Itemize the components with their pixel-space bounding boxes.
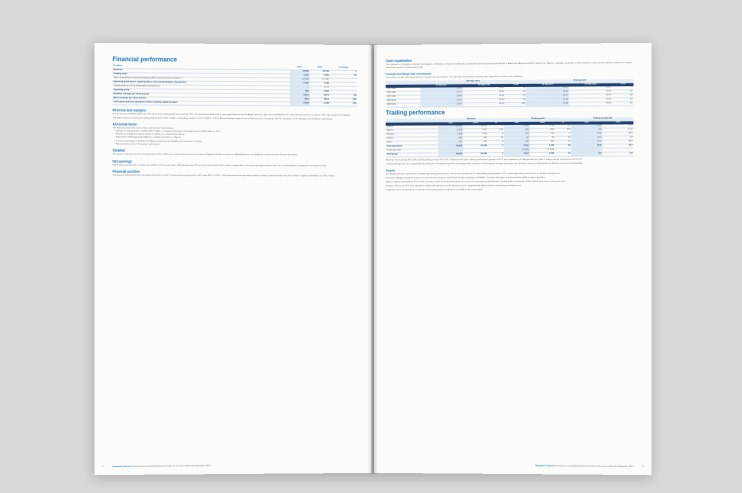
group-label: Trading margin (%) <box>571 117 633 121</box>
cell: 941 <box>289 90 309 94</box>
table-header-cell: % ch <box>612 83 633 87</box>
cell: 18.5 <box>602 124 633 128</box>
row-label: Ethiopia <box>386 133 439 137</box>
cell: (3) <box>612 90 633 94</box>
cell: (2) <box>505 98 526 102</box>
footer-text: Summarised consolidated financial results for the year ended 30 September 2017 <box>131 465 211 468</box>
row-label: Capital profit on sale and breakdown of properties <box>113 85 290 90</box>
cell: 18 329 <box>463 153 488 157</box>
book-spine <box>368 44 378 474</box>
table-row <box>113 101 358 106</box>
cell: 23.19 <box>420 103 462 107</box>
cell: (1 148) <box>310 78 330 82</box>
paragraph: Group revenue of R18.8 billion was 3% above prior trading profit increased by 13%. The group benefited from a strong performance by the Angola division, improved profitability in the retail division and the resolution of the operating loss in Nigeria. <box>112 112 351 117</box>
row-label: GBP:ZAR <box>386 95 421 99</box>
cell: 12.00 <box>569 98 612 102</box>
paragraph: The remittance of foreign exchange from Angola and Nigeria remained challenging. During the year the group repatriated R1.3 billion from Angola and R0.4 billion from Nigeria. Liquidity constraints in both markets remain and the group continues to explore alternative means of repatriating funds. <box>385 62 632 70</box>
row-label: Angola <box>386 125 439 129</box>
row-label: Other <box>386 141 439 145</box>
cell: 253.5 <box>310 98 330 102</box>
cell: 36 <box>555 144 571 148</box>
cell: 18 822 <box>439 153 464 157</box>
cell: 3 <box>330 70 357 74</box>
cell: (1 993) <box>504 149 529 153</box>
cell: 3.6 <box>571 128 602 132</box>
paragraph: Revenue increased by 3%, while trading profit grew by 13% to R1.2 billion for the year. Strong performance growth of 27% was reported in the Angola division, with a trading margin improvement to 22.0%. <box>385 158 583 162</box>
table-header-cell: 30 Sep 2017 <box>420 84 462 88</box>
cell: (3) <box>330 94 357 98</box>
cell: 12.00 <box>463 99 506 103</box>
cell: 2 244 <box>310 102 330 106</box>
table-header-cell: 30 Sep 2016 <box>569 83 612 87</box>
cell: 1 035 <box>530 152 555 156</box>
cell: 2 006 <box>289 102 309 106</box>
row-label: Cash generated from operations before working capital changes <box>113 101 290 106</box>
cell: 16.47 <box>463 91 506 95</box>
page-title: Financial performance <box>112 57 177 64</box>
cell: 4 626 <box>439 129 464 133</box>
table-header-cell: % ch <box>505 83 526 87</box>
cell: 16.8 <box>571 144 602 148</box>
cell: 56.4 <box>289 98 309 102</box>
cell: 840 <box>439 137 464 141</box>
row-label: Basic earnings per share (cents) <box>113 97 290 102</box>
paragraph: The following abnormal items influenced the 2017 performance: <box>112 127 175 130</box>
table-header-cell: 30 Sep 2017 <box>526 83 569 87</box>
paragraph: Corporate costs increased as a result of restructuring and once-off items recorded in the current year. <box>385 189 484 192</box>
cell: 14.76 <box>420 91 462 95</box>
left-page-content <box>113 57 358 457</box>
group-label: Closing rates <box>526 79 633 83</box>
cell: 33 <box>555 140 571 144</box>
row-label: Nigeria <box>386 129 439 133</box>
group-label: Average rates <box>420 80 526 84</box>
table-header-cell: 30 Sep 2016 <box>463 84 506 88</box>
abnormal-items-list <box>113 131 358 148</box>
cell: 17.97 <box>569 94 612 98</box>
table-header-cell: 2016 <box>530 121 555 125</box>
section-heading-financial-position: Financial position <box>112 170 140 175</box>
cell: 9.8 <box>602 136 633 140</box>
table-header-cell: R’million <box>113 65 290 70</box>
cell: 3 <box>488 145 504 149</box>
row-label: EUR:ZAR <box>386 91 421 95</box>
cell: 18.17 <box>526 94 569 98</box>
cell: 18.8 <box>571 132 602 136</box>
cell: 2 909 <box>310 90 330 94</box>
cell: 15.53 <box>569 90 612 94</box>
cell: 20.91 <box>463 95 506 99</box>
cell: 2 325 <box>530 144 555 148</box>
table-header-cell: % change <box>330 67 357 71</box>
page-footer <box>113 464 358 468</box>
cell: 45 <box>555 136 571 140</box>
right-page-content <box>386 57 634 457</box>
cell: 18.9 <box>602 140 633 144</box>
cell: (11) <box>488 129 504 133</box>
cell: 776 <box>463 141 488 145</box>
page-number: 3 <box>642 466 644 469</box>
row-label: Corporate costs <box>386 149 439 153</box>
cell: 5 187 <box>463 129 488 133</box>
cell: 10 <box>505 90 526 94</box>
page-footer <box>386 464 634 468</box>
row-label: Trading profit <box>113 73 290 78</box>
paragraph: The Angola division reported an exceptionally strong performance, with revenue growth of 7% and trading profit growth of 27%, driven by pricing and a focus on margin management. <box>385 172 561 176</box>
list-item: • Impairment of Amalgamated Nigeria's trading operations in Nigeria. <box>115 137 358 141</box>
section-heading-taxation: Taxation <box>112 148 126 153</box>
cell: 58 <box>530 136 555 140</box>
row-label: Headline earnings per share (cents) <box>113 93 290 98</box>
list-item: • Currency shortages in Angola and Nigeria impacting the liquidity and movement of funds. <box>115 140 358 144</box>
list-item: • Foreign exchange gains in 2016 of R1.5 billion, compared to foreign exchange losses of R91 million in 2017. <box>115 131 358 135</box>
cell: 1 168 <box>439 133 464 137</box>
table-row <box>386 152 634 157</box>
paragraph: The group's effective tax rate increased from 32% to 38% as a result of the tax losses incurred in Nigeria and the increase in withholding taxes on dividends repatriated from foreign operations. <box>112 153 299 157</box>
cell: 13 <box>330 74 357 78</box>
cell: 3 <box>488 153 504 157</box>
cell: 372 <box>555 128 571 132</box>
cell: 13.57 <box>526 87 569 91</box>
cell: 10 613 <box>463 125 488 129</box>
trading-performance-table <box>386 117 634 157</box>
cell: 18 822 <box>439 145 464 149</box>
cell: (1) <box>612 94 633 98</box>
cell: 0 <box>488 133 504 137</box>
cell: 166 <box>504 128 529 132</box>
cell: 1 167 <box>289 74 309 78</box>
row-label: Total group <box>386 153 439 157</box>
cell: 2 <box>555 132 571 136</box>
left-page <box>94 43 372 475</box>
cell: 19 <box>505 94 526 98</box>
page-number: 2 <box>102 466 104 469</box>
cell: 1 163 <box>463 133 488 137</box>
cell: 13.85 <box>569 86 612 90</box>
cell: 7 <box>488 125 504 129</box>
cell: 13.36 <box>420 87 462 91</box>
cell: — <box>289 86 309 90</box>
cell: (2) <box>612 98 633 102</box>
cell: 1 167 <box>289 82 309 86</box>
right-page <box>374 43 652 475</box>
section-heading-fx: Foreign exchange rate movements <box>385 71 432 77</box>
section-heading-angola: Angola <box>385 168 396 173</box>
section-heading-revenue: Revenue and margins <box>112 107 146 112</box>
footer-text: Summarised consolidated financial results for the year ended 30 September 2017 <box>553 465 634 468</box>
cell: 18 822 <box>289 70 309 74</box>
cell: 1 035 <box>310 74 330 78</box>
cell: 10.0 <box>571 136 602 140</box>
paragraph: Trading profit growth was negatively affected by the strengthening of the rand against the currencies of the group's foreign operations. In constant currency, trading profit would have increased substantially. <box>385 162 583 166</box>
section-heading-abnormal: Abnormal items <box>112 122 137 127</box>
cell: 22.0 <box>571 125 602 129</box>
cell: 23.09 <box>569 102 612 106</box>
cell: 12.22 <box>526 98 569 102</box>
cell: 12.7 <box>602 144 633 148</box>
cell: (61) <box>530 128 555 132</box>
cell: 1 966 <box>530 125 555 129</box>
paragraph: The Nigeria division improved trading profit by 42% to R1.1 billion and trading margin to 18.0% (2016: 13.3%). Ahead trading margins were achieved across the group, with the exception of the Ethiopia and Zimbabwe operations. <box>112 116 333 121</box>
table-header-cell: 2016 <box>463 122 488 126</box>
group-label: Trading profit <box>504 118 571 122</box>
footer-company: Hampton Limited <box>535 465 554 468</box>
paragraph: Nigeria volumes declined by 11% as the economy continued to be affected by the recession and currency devaluation. Trading profit recovered to R166 million from a loss in the prior year. <box>385 181 566 184</box>
table-header-cell: % <box>555 121 571 125</box>
group-label: Revenue <box>439 118 505 122</box>
table-header-cell: 2016 <box>310 67 330 71</box>
cell: 11 351 <box>439 125 464 129</box>
section-heading-cash: Cash repatriation <box>385 58 412 63</box>
row-label: Ghana <box>386 137 439 141</box>
table-row <box>386 102 634 107</box>
section-heading-earnings: Net earnings <box>112 159 132 164</box>
row-label: Total operations <box>386 145 439 149</box>
cell: 147 <box>530 140 555 144</box>
table-header-cell: 2017 <box>504 121 529 125</box>
cell: 12.22 <box>420 99 462 103</box>
section-title-trading: Trading performance <box>385 110 445 117</box>
cell: 590 <box>463 137 488 141</box>
cell: 42 <box>488 137 504 141</box>
row-label: ZAR:AOA <box>386 99 421 103</box>
cell: 18 329 <box>463 145 488 149</box>
paragraph: Demand in Angola remained under pressure from low oil prices and limited foreign exchange availability. Currency shortages constrained the ability to import products. <box>385 177 546 180</box>
cell: (42) <box>505 102 526 106</box>
cell: 11 <box>505 87 526 91</box>
row-label: Operating profit before capital profit on sale and breakdown of properties <box>113 81 290 86</box>
table-header-cell: % <box>488 122 504 126</box>
cell: 837 <box>439 141 464 145</box>
table-header-cell: 2017 <box>571 121 602 125</box>
cell: (11) <box>330 102 357 106</box>
paragraph: Ethiopia, Ghana and the other operations delivered improved results during the year, supported by higher volumes and improved efficiencies. <box>385 185 522 188</box>
cell: 16.29 <box>463 103 506 107</box>
cell: 133.8 <box>289 94 309 98</box>
cell: 25.06 <box>526 102 569 106</box>
row-label: Operating profit <box>113 89 290 94</box>
cell: 137.6 <box>310 94 330 98</box>
cell: 215 <box>530 132 555 136</box>
table-header-cell: 2017 <box>289 66 309 70</box>
cell: 2 495 <box>504 125 529 129</box>
footer-company: Hampton Limited <box>112 465 131 468</box>
row-label: USD:ZAR <box>386 88 421 92</box>
cell: 2 <box>612 86 633 90</box>
table-header-cell: 2016 <box>602 121 633 125</box>
cell: 84 <box>504 136 529 140</box>
cell: 1 167 <box>504 153 529 157</box>
cell: 23.4 <box>571 140 602 144</box>
row-label: Share of profit from associate (trading profit of associate business/other) <box>113 77 290 82</box>
row-label: ZAR:NGN <box>386 103 421 107</box>
cell: (1 054) <box>289 78 309 82</box>
cell: 1 874 <box>310 86 330 90</box>
list-item: • Restructuring costs in the group's operations. <box>115 143 358 147</box>
cell: 13 <box>555 152 571 156</box>
fx-rates-table <box>386 79 634 108</box>
row-label: Revenue <box>113 69 290 74</box>
cell: 16.89 <box>420 95 462 99</box>
cell: 14.97 <box>463 87 506 91</box>
cell: 219 <box>504 132 529 136</box>
cell: 5.6 <box>602 152 633 156</box>
cell: 8 <box>488 141 504 145</box>
cell: 18 329 <box>310 70 330 74</box>
paragraph: The group's results were impacted by exchange rate movements. The average and closing exchange rates against the rand are set out below: <box>385 75 523 79</box>
cell: 196 <box>504 140 529 144</box>
paragraph: HEPS decreased by 3% to 133.8 cents (2016: 137.6 cents). Basic EPS declined by 78% to 56.4 cents (2016: 253.5 cents), largely due to the once-off capital profit on the sale and breakdown of properties recorded in 2016. <box>112 164 327 168</box>
cell: 18.5 <box>602 132 633 136</box>
cell: (1.2) <box>602 128 633 132</box>
cell: 3 160 <box>504 144 529 148</box>
cell: (9) <box>612 102 633 106</box>
financial-performance-table <box>113 65 358 107</box>
cell: (1 290) <box>530 148 555 152</box>
list-item: • Reduction in Nigeria property values resulting in an impairment charge. <box>115 134 358 138</box>
cell: 1 035 <box>310 82 330 86</box>
cell: (78) <box>330 98 357 102</box>
cell: 16.03 <box>526 90 569 94</box>
paragraph: The group's financial position strengthened further in 2017 and net gearing improved to 42% from 48% in 2016. Cash generated from operations before working capital changes was R2.0 billion. Capital expenditure was R1.2 billion. <box>112 175 336 178</box>
cell: 6.2 <box>571 152 602 156</box>
table-header-cell: 2017 <box>439 122 464 126</box>
cell: 27 <box>555 125 571 129</box>
